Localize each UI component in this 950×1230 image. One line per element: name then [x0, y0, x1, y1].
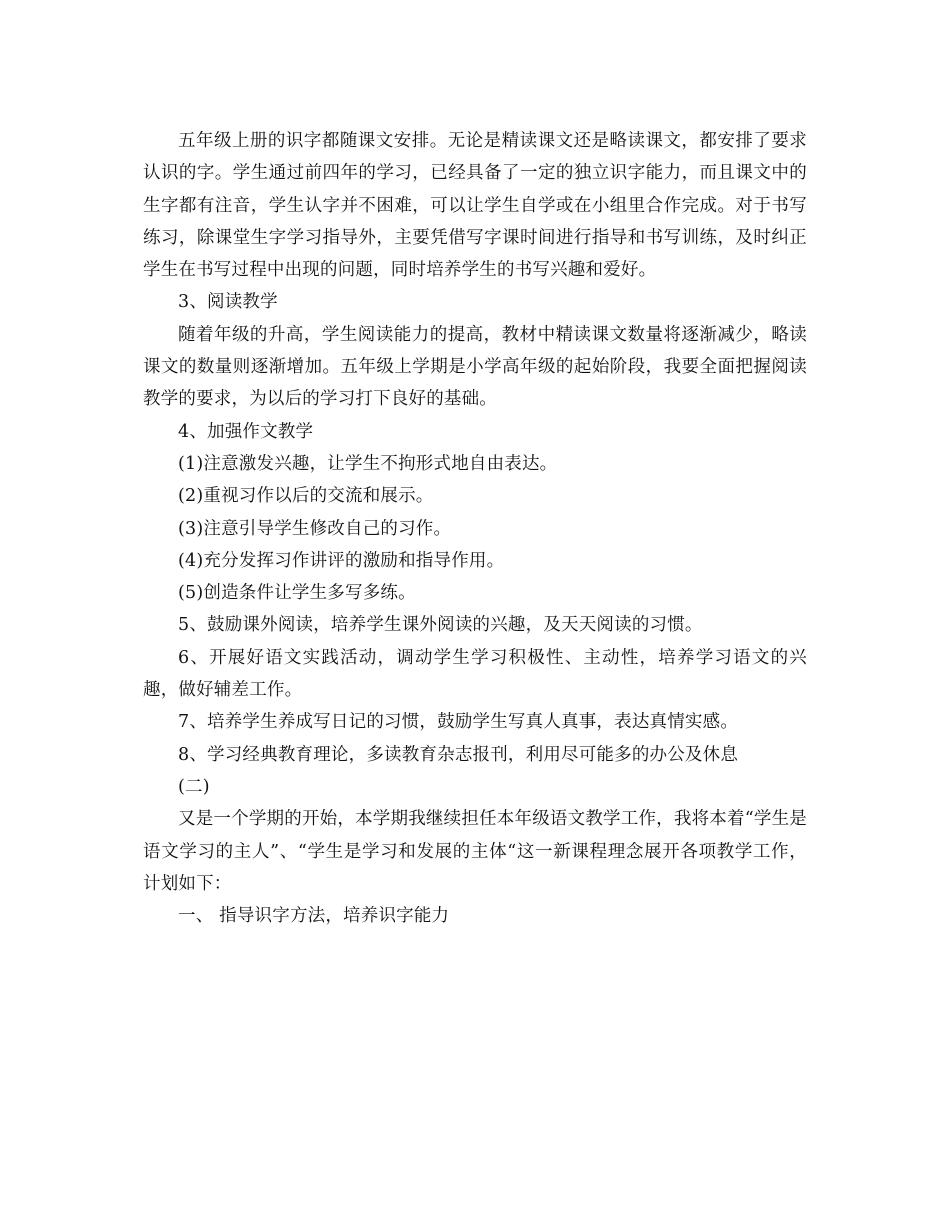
paragraph-reading: 随着年级的升高，学生阅读能力的提高，教材中精读课文数量将逐渐减少，略读课文的数量则逐渐增加。五年级上学期是小学高年级的起始阶段，我要全面把握阅读教学的要求，为以后的学习打下良好的基础。 — [143, 324, 807, 410]
list-item-writing-3: (3)注意引导学生修改自己的习作。 — [178, 518, 452, 539]
paragraph-semester-intro: 又是一个学期的开始，本学期我继续担任本年级语文教学工作，我将本着“学生是语文学习的主人”、“学生是学习和发展的主体“这一新课程理念展开各项教学工作，计划如下： — [143, 809, 807, 894]
section-heading-part-two: (二) — [178, 776, 210, 797]
list-item-writing-5: (5)创造条件让学生多写多练。 — [178, 583, 416, 604]
section-heading-writing: 4、加强作文教学 — [178, 421, 314, 442]
paragraph-practice-activities: 6、开展好语文实践活动，调动学生学习积极性、主动性，培养学习语文的兴趣，做好辅差工作。 — [143, 647, 807, 701]
document-body — [143, 125, 807, 932]
paragraph-literacy: 五年级上册的识字都随课文安排。无论是精读课文还是略读课文，都安排了要求认识的字。学生通过前四年的学习，已经具备了一定的独立识字能力，而且课文中的生字都有注音，学生认字并不困难，可以让学生自学或在小组里合作完成。对于书写练习，除课堂生字学习指导外，主要凭借写字课时间进行指导和书写训练，及时纠正学生在书写过程中出现的问题，同时培养学生的书写兴趣和爱好。 — [143, 131, 807, 281]
list-item-writing-1: (1)注意激发兴趣，让学生不拘形式地自由表达。 — [178, 453, 558, 474]
paragraph-extracurricular-reading: 5、鼓励课外阅读，培养学生课外阅读的兴趣，及天天阅读的习惯。 — [178, 615, 703, 636]
section-heading-reading: 3、阅读教学 — [178, 292, 278, 313]
section-heading-literacy-methods: 一、 指导识字方法，培养识字能力 — [178, 906, 450, 927]
paragraph-diary-habit: 7、培养学生养成写日记的习惯，鼓励学生写真人真事，表达真情实感。 — [178, 712, 739, 733]
list-item-writing-2: (2)重视习作以后的交流和展示。 — [178, 486, 434, 507]
paragraph-education-theory: 8、学习经典教育理论，多读教育杂志报刊，利用尽可能多的办公及休息 — [178, 744, 739, 765]
list-item-writing-4: (4)充分发挥习作讲评的激励和指导作用。 — [178, 550, 505, 571]
